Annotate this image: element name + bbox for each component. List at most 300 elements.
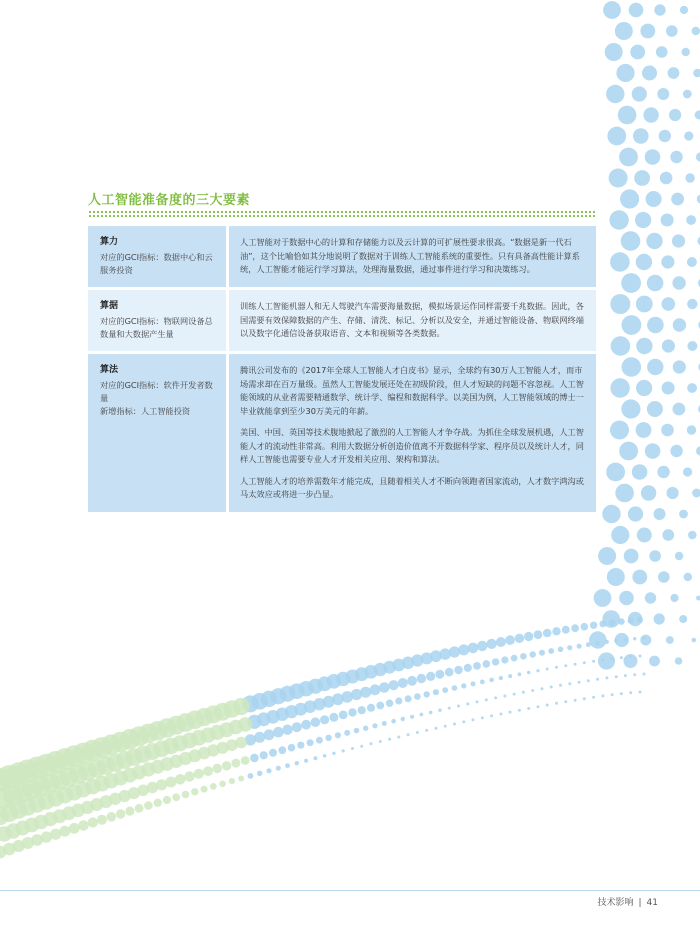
- decorative-dot: [323, 754, 327, 758]
- decorative-dot: [687, 383, 697, 393]
- decorative-dot: [601, 694, 604, 697]
- decorative-dot: [620, 189, 639, 208]
- decorative-dot: [499, 713, 502, 716]
- decorative-dot: [667, 487, 679, 499]
- decorative-dot: [335, 732, 341, 738]
- decorative-dot: [574, 663, 577, 666]
- decorative-dot: [586, 642, 591, 647]
- decorative-dot: [311, 717, 321, 727]
- decorative-dot: [669, 109, 681, 121]
- decorative-dot: [606, 85, 624, 103]
- decorative-dot: [619, 148, 638, 167]
- decorative-dot: [78, 820, 88, 830]
- decorative-dot: [407, 676, 417, 686]
- decorative-dot: [632, 86, 647, 101]
- decorative-dot: [633, 673, 636, 676]
- decorative-dot: [696, 446, 700, 455]
- decorative-dot: [611, 336, 631, 356]
- decorative-dot: [639, 691, 642, 694]
- decorative-dot: [670, 445, 682, 457]
- decorative-dot: [546, 668, 549, 671]
- decorative-dot: [292, 722, 302, 732]
- decorative-dot: [662, 529, 674, 541]
- table-row-data: [88, 287, 596, 351]
- decorative-dot: [518, 709, 521, 712]
- decorative-dot: [313, 756, 317, 760]
- decorative-dot: [696, 152, 700, 161]
- decorative-dot: [660, 172, 673, 185]
- decorative-dot: [429, 711, 433, 715]
- decorative-dot: [589, 631, 606, 648]
- decorative-dot: [688, 531, 697, 540]
- decorative-dot: [630, 45, 645, 60]
- decorative-dot: [367, 704, 375, 712]
- decorative-dot: [481, 716, 484, 719]
- decorative-dot: [426, 672, 435, 681]
- decorative-dot: [675, 552, 683, 560]
- decorative-dot: [522, 691, 525, 694]
- decorative-dot: [621, 273, 641, 293]
- decorative-dot: [666, 636, 674, 644]
- decorative-dot: [607, 127, 626, 146]
- decorative-dot: [358, 706, 366, 714]
- decorative-dot: [609, 619, 616, 626]
- decorative-dot: [537, 705, 540, 708]
- decorative-dot: [618, 618, 625, 625]
- decorative-dot: [629, 691, 632, 694]
- decorative-dot: [182, 791, 190, 799]
- decorative-dot: [508, 674, 512, 678]
- decorative-dot: [662, 297, 676, 311]
- decorative-dot: [601, 658, 604, 661]
- row-paragraph: 训练人工智能机器人和无人驾驶汽车需要海量数据，模拟场景运作同样需要千兆数据。因此，各国需要有效保障数据的产生、存储、清洗、标记、分析以及安全，并通过智能设备、物联网终端以及数字化通信设备获取语音、文本和视频等各类数据。: [240, 301, 584, 338]
- decorative-dot: [672, 234, 685, 247]
- decorative-dot: [616, 64, 634, 82]
- decorative-dot: [672, 276, 685, 289]
- decorative-dot: [97, 815, 107, 825]
- decorative-dot: [360, 745, 363, 748]
- decorative-dot: [647, 275, 664, 292]
- decorative-dot: [645, 149, 661, 165]
- decorative-dot: [692, 489, 700, 498]
- decorative-dot: [635, 212, 651, 228]
- decorative-dot: [471, 681, 476, 686]
- decorative-dot: [489, 678, 494, 683]
- decorative-dot: [438, 709, 441, 712]
- decorative-dot: [611, 693, 614, 696]
- decorative-dot: [642, 636, 645, 639]
- decorative-dot: [241, 756, 250, 765]
- decorative-dot: [636, 338, 652, 354]
- row-label: 算力: [100, 237, 119, 247]
- decorative-dot: [633, 128, 649, 144]
- footer-rule: [0, 890, 700, 891]
- decorative-dot: [477, 641, 487, 651]
- decorative-dot: [646, 233, 662, 249]
- decorative-dot: [266, 768, 271, 773]
- decorative-dot: [379, 682, 390, 693]
- decorative-dot: [445, 668, 454, 677]
- decorative-dot: [433, 689, 439, 695]
- table-row-algorithm: [88, 351, 596, 512]
- decorative-dot: [389, 680, 399, 690]
- decorative-dot: [619, 591, 634, 606]
- decorative-dot: [424, 691, 430, 697]
- decorative-dot: [661, 214, 674, 227]
- decorative-dot: [172, 793, 180, 801]
- decorative-dot: [555, 666, 558, 669]
- decorative-dot: [578, 681, 581, 684]
- decorative-dot: [610, 378, 629, 397]
- decorative-dot: [354, 728, 360, 734]
- decorative-dot: [621, 399, 640, 418]
- decorative-dot: [444, 725, 447, 728]
- decorative-dot: [636, 380, 652, 396]
- decorative-dot: [605, 640, 609, 644]
- decorative-dot: [329, 713, 338, 722]
- decorative-dot: [282, 725, 292, 735]
- decorative-dot: [276, 766, 281, 771]
- decorative-dot: [610, 294, 630, 314]
- decorative-dot: [615, 675, 618, 678]
- decorative-dot: [567, 645, 572, 650]
- decorative-dot: [370, 742, 373, 745]
- decorative-dot: [659, 130, 671, 142]
- decorative-dot: [684, 573, 692, 581]
- decorative-dot: [568, 682, 571, 685]
- decorative-dot: [646, 191, 662, 207]
- decorative-dot: [420, 713, 424, 717]
- row-paragraph: 美国、中国、英国等技术腹地掀起了激烈的人工智能人才争夺战。为抓住全球发展机遇，人工智能人才的流动性非常高。利用大数据分析创造价值离不开数据科学家、程序员以及统计人才，同样人工智能也需要专业人才开发相关应用、架构和算法。: [240, 427, 584, 464]
- decorative-dot: [607, 568, 625, 586]
- factors-table: [88, 226, 596, 512]
- decorative-dot: [673, 318, 686, 331]
- decorative-dot: [107, 812, 117, 822]
- row-indicator: 新增指标：人工智能投资: [100, 406, 191, 416]
- decorative-dot: [602, 505, 620, 523]
- decorative-dot: [492, 658, 499, 665]
- decorative-dot: [468, 643, 479, 654]
- decorative-dot: [417, 674, 426, 683]
- decorative-dot: [543, 629, 552, 638]
- decorative-dot: [154, 799, 162, 807]
- decorative-dot: [485, 698, 488, 701]
- decorative-dot: [257, 771, 262, 776]
- decorative-dot: [370, 684, 381, 695]
- decorative-dot: [622, 357, 642, 377]
- decorative-dot: [636, 254, 652, 270]
- decorative-dot: [624, 674, 627, 677]
- decorative-dot: [342, 749, 345, 752]
- decorative-dot: [513, 693, 516, 696]
- decorative-dot: [285, 763, 290, 768]
- decorative-dot: [483, 660, 491, 668]
- decorative-dot: [592, 696, 595, 699]
- decorative-dot: [269, 749, 277, 757]
- decorative-dot: [649, 656, 660, 667]
- decorative-dot: [692, 27, 700, 35]
- decorative-dot: [379, 740, 382, 743]
- decorative-dot: [679, 510, 688, 519]
- decorative-dot: [577, 644, 582, 649]
- decorative-dot: [295, 761, 299, 765]
- decorative-dot: [657, 466, 669, 478]
- row-paragraph: 腾讯公司发布的《2017年全球人工智能人才白皮书》显示，全球约有30万人工智能人才，而市场需求却在百万量级。虽然人工智能发展还处在初级阶段，但人才短缺的问题不容忽视。人工智能领域的从业者需要精通数学、统计学、编程和数据科学。以美国为例，人工智能领域的博士一毕业就能拿到至少30万美元的年薪。: [240, 365, 584, 416]
- decorative-dot: [647, 401, 663, 417]
- row-indicator: 对应的GCI指标：数据中心和云服务投资: [100, 252, 213, 275]
- decorative-dot: [325, 735, 331, 741]
- page-footer: [597, 895, 658, 908]
- decorative-dot: [175, 774, 186, 785]
- decorative-dot: [670, 594, 678, 602]
- decorative-dot: [527, 707, 530, 710]
- decorative-dot: [435, 670, 444, 679]
- decorative-dot: [611, 657, 614, 660]
- decorative-dot: [184, 771, 194, 781]
- decorative-dot: [628, 506, 643, 521]
- decorative-dot: [222, 761, 231, 770]
- decorative-dot: [476, 700, 479, 703]
- decorative-dot: [494, 696, 497, 699]
- decorative-dot: [395, 697, 402, 704]
- decorative-dot: [662, 382, 675, 395]
- decorative-dot: [649, 550, 661, 562]
- decorative-dot: [304, 759, 308, 763]
- decorative-dot: [388, 738, 391, 741]
- decorative-dot: [671, 193, 684, 206]
- decorative-dot: [490, 714, 493, 717]
- decorative-dot: [548, 648, 554, 654]
- decorative-dot: [637, 528, 652, 543]
- decorative-dot: [673, 403, 686, 416]
- decorative-dot: [546, 704, 549, 707]
- decorative-dot: [679, 615, 687, 623]
- decorative-dot: [619, 442, 638, 461]
- decorative-dot: [297, 742, 304, 749]
- decorative-dot: [654, 4, 665, 15]
- decorative-dot: [332, 752, 335, 755]
- decorative-dot: [278, 746, 286, 754]
- footer-section-name: 技术影响: [597, 898, 634, 908]
- decorative-dot: [372, 723, 377, 728]
- decorative-dot: [661, 424, 674, 437]
- decorative-dot: [288, 744, 296, 752]
- decorative-dot: [594, 589, 612, 607]
- decorative-dot: [693, 69, 700, 78]
- decorative-dot: [609, 210, 628, 229]
- decorative-dot: [687, 341, 697, 351]
- decorative-dot: [658, 571, 670, 583]
- decorative-dot: [515, 634, 524, 643]
- decorative-dot: [351, 747, 354, 750]
- decorative-dot: [637, 617, 643, 623]
- decorative-dot: [505, 635, 515, 645]
- decorative-dot: [610, 252, 630, 272]
- decorative-dot: [363, 726, 368, 731]
- decorative-dot: [454, 666, 462, 674]
- decorative-dot: [687, 299, 697, 309]
- decorative-dot: [135, 804, 144, 813]
- row-indicator: 对应的GCI指标：软件开发者数量: [100, 380, 213, 403]
- decorative-dot: [219, 781, 226, 788]
- decorative-dot: [410, 715, 414, 719]
- decorative-dot: [657, 88, 669, 100]
- decorative-dot: [69, 823, 80, 834]
- decorative-dot: [670, 151, 682, 163]
- decorative-dot: [581, 623, 589, 631]
- decorative-dot: [316, 737, 323, 744]
- decorative-dot: [640, 635, 651, 646]
- row-label: 算据: [100, 301, 119, 311]
- page-number: 41: [646, 898, 658, 908]
- decorative-dot: [301, 720, 311, 730]
- row-label-cell: [88, 354, 226, 512]
- dotted-divider: [88, 210, 596, 218]
- decorative-dot: [448, 707, 451, 710]
- decorative-dot: [231, 759, 240, 768]
- decorative-dot: [634, 170, 650, 186]
- decorative-dot: [615, 22, 633, 40]
- decorative-dot: [624, 638, 628, 642]
- decorative-dot: [647, 317, 664, 334]
- decorative-dot: [629, 3, 644, 18]
- decorative-dot: [598, 652, 615, 669]
- decorative-dot: [144, 801, 153, 810]
- decorative-dot: [636, 422, 652, 438]
- decorative-dot: [668, 67, 680, 79]
- decorative-dot: [530, 651, 536, 657]
- decorative-dot: [683, 90, 692, 99]
- decorative-dot: [116, 809, 125, 818]
- decorative-dot: [376, 702, 384, 710]
- row-paragraph: 人工智能人才的培养需数年才能完成，且随着相关人才不断向领跑者国家流动，人才数字鸿沟或马太效应或将进一步凸显。: [240, 475, 584, 499]
- row-label-cell: [88, 226, 226, 287]
- table-row-computing-power: [88, 226, 596, 287]
- decorative-dot: [210, 783, 217, 790]
- decorative-dot: [457, 705, 460, 708]
- decorative-dot: [473, 662, 481, 670]
- decorative-dot: [536, 669, 539, 672]
- decorative-dot: [682, 48, 690, 56]
- decorative-dot: [539, 650, 545, 656]
- decorative-dot: [273, 727, 284, 738]
- decorative-dot: [564, 700, 567, 703]
- decorative-dot: [662, 339, 675, 352]
- decorative-dot: [605, 43, 623, 61]
- decorative-dot: [442, 687, 448, 693]
- decorative-dot: [640, 24, 655, 39]
- decorative-dot: [621, 231, 641, 251]
- decorative-dot: [238, 776, 244, 782]
- decorative-dot: [511, 655, 518, 662]
- decorative-dot: [636, 296, 653, 313]
- decorative-dot: [264, 729, 275, 740]
- row-indicator: 对应的GCI指标：物联网设备总数量和大数据产生量: [100, 316, 213, 339]
- decorative-dot: [344, 730, 350, 736]
- decorative-dot: [527, 671, 531, 675]
- decorative-dot: [595, 641, 600, 646]
- decorative-dot: [609, 169, 628, 188]
- decorative-dot: [687, 425, 696, 434]
- decorative-dot: [574, 699, 577, 702]
- decorative-dot: [696, 596, 700, 601]
- row-description-cell: [226, 226, 596, 287]
- decorative-dot: [453, 723, 456, 726]
- decorative-dot: [524, 632, 533, 641]
- decorative-dot: [639, 655, 642, 658]
- decorative-dot: [461, 683, 466, 688]
- decorative-dot: [391, 719, 396, 724]
- decorative-dot: [348, 708, 356, 716]
- decorative-dot: [564, 664, 567, 667]
- decorative-dot: [534, 630, 543, 639]
- decorative-dot: [583, 661, 586, 664]
- decorative-dot: [643, 673, 646, 676]
- decorative-dot: [462, 720, 465, 723]
- decorative-dot: [464, 664, 472, 672]
- decorative-dot: [680, 6, 688, 14]
- decorative-dot: [686, 215, 696, 225]
- decorative-dot: [509, 711, 512, 714]
- decorative-dot: [499, 676, 503, 680]
- decorative-dot: [684, 131, 693, 140]
- decorative-dot: [466, 702, 469, 705]
- decorative-dot: [571, 624, 579, 632]
- decorative-dot: [229, 778, 235, 784]
- decorative-dot: [632, 570, 647, 585]
- decorative-dot: [605, 676, 608, 679]
- decorative-dot: [683, 467, 692, 476]
- row-description-cell: [226, 354, 596, 512]
- decorative-dot: [603, 1, 621, 19]
- decorative-dot: [125, 807, 134, 816]
- decorative-dot: [550, 686, 553, 689]
- row-description-cell: [226, 290, 596, 351]
- decorative-dot: [552, 627, 560, 635]
- decorative-dot: [590, 622, 597, 629]
- decorative-dot: [673, 360, 686, 373]
- decorative-dot: [203, 766, 213, 776]
- decorative-dot: [250, 754, 259, 763]
- decorative-dot: [687, 257, 697, 267]
- decorative-dot: [339, 711, 348, 720]
- decorative-dot: [654, 613, 665, 624]
- decorative-dot: [487, 639, 497, 649]
- decorative-dot: [618, 106, 637, 125]
- decorative-dot: [531, 689, 534, 692]
- decorative-dot: [194, 769, 204, 779]
- decorative-dot: [610, 421, 629, 440]
- decorative-dot: [675, 657, 683, 665]
- decorative-dot: [201, 786, 208, 793]
- decorative-dot: [643, 107, 658, 122]
- decorative-dot: [163, 796, 171, 804]
- decorative-dot: [386, 700, 393, 707]
- decorative-dot: [596, 678, 599, 681]
- decorative-dot: [307, 739, 314, 746]
- decorative-dot: [583, 697, 586, 700]
- decorative-dot: [397, 736, 400, 739]
- decorative-dot: [592, 660, 595, 663]
- decorative-dot: [645, 592, 656, 603]
- decorative-dot: [496, 637, 506, 647]
- decorative-dot: [645, 443, 661, 459]
- decorative-dot: [632, 464, 648, 480]
- decorative-dot: [587, 679, 590, 682]
- decorative-dot: [642, 66, 657, 81]
- decorative-dot: [260, 751, 268, 759]
- decorative-dot: [434, 727, 437, 730]
